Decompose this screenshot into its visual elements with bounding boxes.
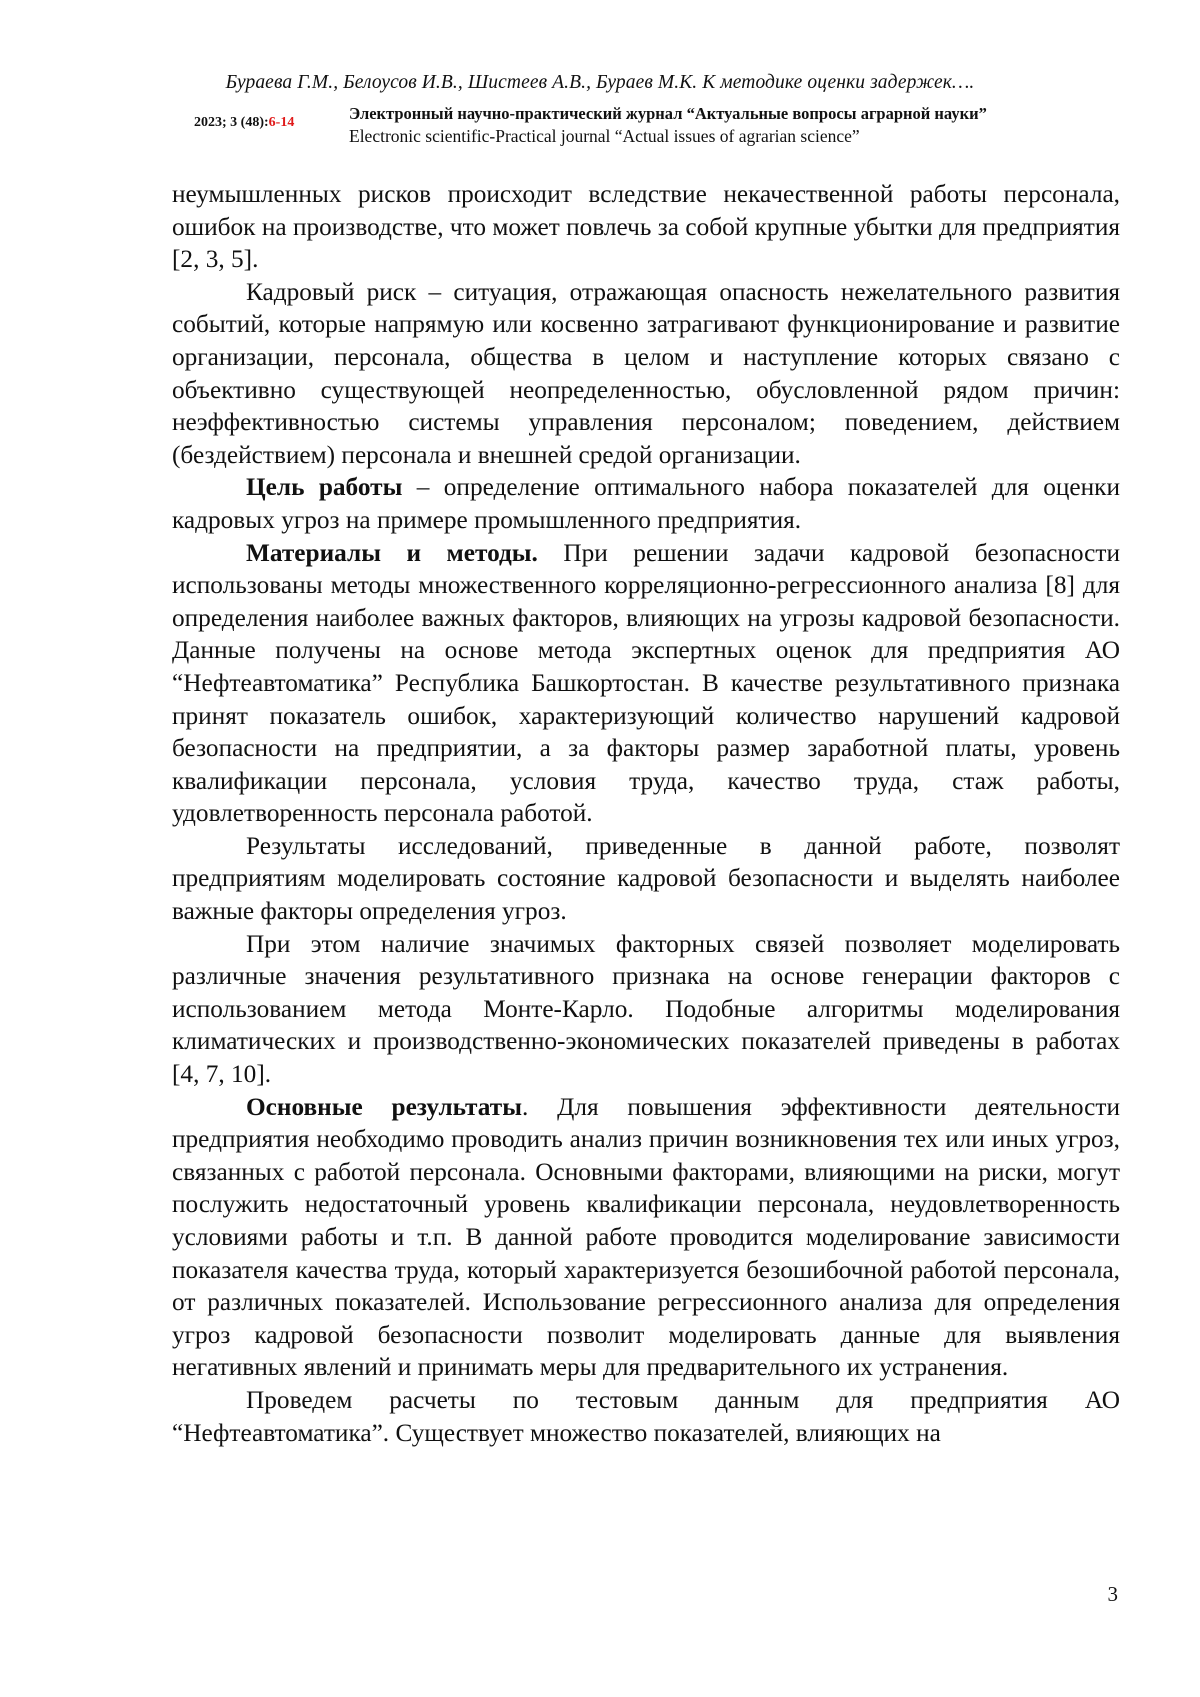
section-heading-results: Основные результаты <box>246 1093 522 1121</box>
page-number: 3 <box>1108 1582 1119 1607</box>
paragraph-text: – определение оптимального набора показателей для оценки кадровых угроз на примере промышленного предприятия. <box>172 473 1120 534</box>
paragraph-text: . Для повышения эффективности деятельности предприятия необходимо проводить анализ причин возникновения тех или иных угроз, связанных с работой персонала. Основными факторами, влияющими на риски, могут послужить недостаточный уровень квалификации персонала, неудовлетворенность условиями работы и т.п. В данной работе проводится моделирование зависимости показателя качества труда, который характеризуется безошибочной работой персонала, от различных показателей. Использование регрессионного анализа для определения угроз кадровой безопасности позволит моделировать данные для выявления негативных явлений и принимать меры для предварительного их устранения. <box>172 1093 1120 1382</box>
journal-title-ru: Электронный научно-практический журнал “Актуальные вопросы аграрной науки” <box>349 103 987 125</box>
journal-header <box>194 103 1094 153</box>
paragraph-aim <box>172 471 1120 536</box>
section-heading-aim: Цель работы <box>246 473 402 501</box>
paragraph-text: При решении задачи кадровой безопасности использованы методы множественного корреляционно-регрессионного анализа [8] для определения наиболее важных факторов, влияющих на угрозы кадровой безопасности. Данные получены на основе метода экспертных оценок для предприятия АО “Нефтеавтоматика” Республика Башкортостан. В качестве результативного признака принят показатель ошибок, характеризующий количество нарушений кадровой безопасности на предприятии, а за факторы размер заработной платы, уровень квалификации персонала, условия труда, качество труда, стаж работы, удовлетворенность персонала работой. <box>172 539 1120 828</box>
paragraph: При этом наличие значимых факторных связей позволяет моделировать различные значения результативного признака на основе генерации факторов с использованием метода Монте-Карло. Подобные алгоритмы моделирования климатических и производственно-экономических показателей приведены в работах [4, 7, 10]. <box>172 928 1120 1091</box>
issue-reference <box>194 115 294 131</box>
running-head: Бураева Г.М., Белоусов И.В., Шистеев А.В., Бураев М.К. К методике оценки задержек…. <box>0 72 1200 94</box>
issue-number: 2023; 3 (48): <box>194 115 269 130</box>
paragraph-methods <box>172 537 1120 830</box>
paragraph: Результаты исследований, приведенные в данной работе, позволят предприятиям моделировать состояние кадровой безопасности и выделять наиболее важные факторы определения угроз. <box>172 830 1120 928</box>
paragraph: Проведем расчеты по тестовым данным для предприятия АО “Нефтеавтоматика”. Существует множество показателей, влияющих на <box>172 1384 1120 1449</box>
paragraph: Кадровый риск – ситуация, отражающая опасность нежелательного развития событий, которые напрямую или косвенно затрагивают функционирование и развитие организации, персонала, общества в целом и наступление которых связано с объективно существующей неопределенностью, обусловленной рядом причин: неэффективностью системы управления персоналом; поведением, действием (бездействием) персонала и внешней средой организации. <box>172 276 1120 472</box>
journal-title-en: Electronic scientific-Practical journal “Actual issues of agrarian science” <box>349 125 987 147</box>
paragraph-results <box>172 1091 1120 1384</box>
section-heading-methods: Материалы и методы. <box>246 539 538 567</box>
paragraph: неумышленных рисков происходит вследствие некачественной работы персонала, ошибок на производстве, что может повлечь за собой крупные убытки для предприятия [2, 3, 5]. <box>172 178 1120 276</box>
article-body <box>172 178 1120 1449</box>
journal-titles <box>349 103 987 147</box>
issue-pages: 6-14 <box>269 115 295 130</box>
